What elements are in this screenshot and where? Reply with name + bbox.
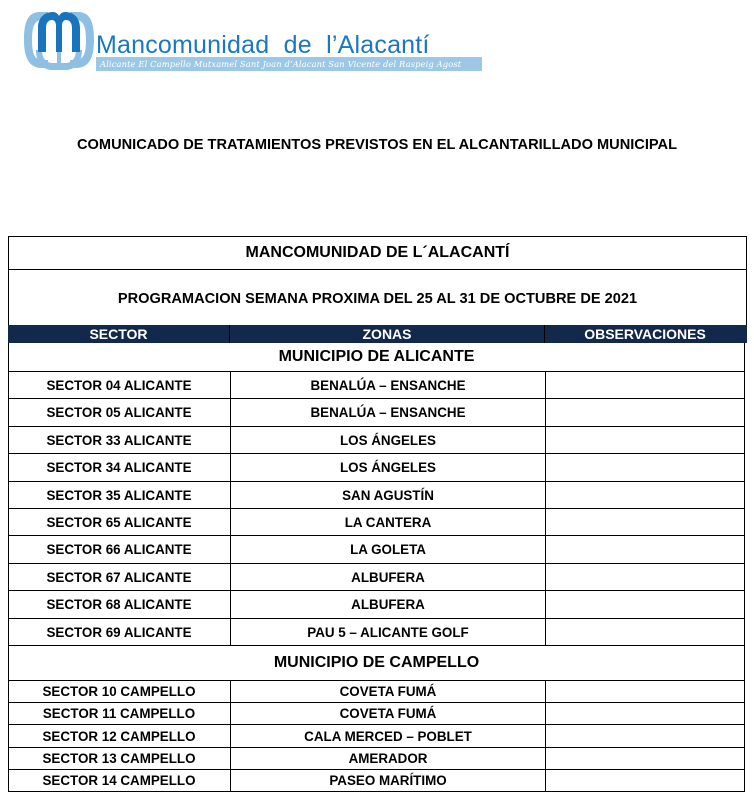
observaciones-cell xyxy=(545,681,744,702)
sector-cell: SECTOR 14 CAMPELLO xyxy=(42,773,196,788)
observaciones-cell xyxy=(545,725,744,747)
sector-cell: SECTOR 69 ALICANTE xyxy=(46,624,192,640)
sector-cell: SECTOR 35 ALICANTE xyxy=(46,487,192,503)
table-row xyxy=(8,591,745,619)
table-row xyxy=(8,427,745,454)
municipio-header xyxy=(8,343,745,372)
table-row xyxy=(8,536,745,564)
zona-cell: ALBUFERA xyxy=(230,591,545,618)
table-row xyxy=(8,681,745,703)
sector-cell: SECTOR 68 ALICANTE xyxy=(46,597,192,612)
sector-cell: SECTOR 12 CAMPELLO xyxy=(42,728,196,744)
zona-cell: AMERADOR xyxy=(230,748,545,769)
table-org-title: MANCOMUNIDAD DE L´ALACANTÍ xyxy=(8,236,747,270)
table-row xyxy=(8,454,745,482)
table-row xyxy=(8,619,745,646)
observaciones-cell xyxy=(545,399,744,426)
column-header-observaciones: OBSERVACIONES xyxy=(584,326,706,342)
table-row xyxy=(8,399,745,427)
municipio-label: MUNICIPIO DE ALICANTE xyxy=(278,348,475,365)
table-row xyxy=(8,372,745,399)
observaciones-cell xyxy=(545,591,744,618)
observaciones-cell xyxy=(545,564,744,590)
zona-cell: LA CANTERA xyxy=(230,509,545,535)
sector-cell: SECTOR 67 ALICANTE xyxy=(46,569,192,585)
logo-name: Mancomunidad de l’Alacantí xyxy=(96,31,430,59)
sector-cell: SECTOR 05 ALICANTE xyxy=(46,405,192,420)
sector-cell: SECTOR 33 ALICANTE xyxy=(46,432,192,448)
observaciones-cell xyxy=(545,509,744,535)
observaciones-cell xyxy=(545,703,744,724)
column-header-sector: SECTOR xyxy=(89,326,148,342)
table-row xyxy=(8,725,745,748)
table-period-title: PROGRAMACION SEMANA PROXIMA DEL 25 AL 31 DE OCTUBRE DE 2021 xyxy=(8,269,747,326)
zona-cell: ALBUFERA xyxy=(230,564,545,590)
observaciones-cell xyxy=(545,372,744,398)
sector-cell: SECTOR 65 ALICANTE xyxy=(46,514,192,530)
zona-cell: SAN AGUSTÍN xyxy=(230,482,545,508)
sector-cell: SECTOR 34 ALICANTE xyxy=(46,460,192,475)
zona-cell: CALA MERCED – POBLET xyxy=(230,725,545,747)
mancomunidad-emblem-icon xyxy=(22,6,96,72)
zona-cell: COVETA FUMÁ xyxy=(230,703,545,724)
table-row xyxy=(8,509,745,536)
table-row xyxy=(8,703,745,725)
zona-cell: COVETA FUMÁ xyxy=(230,681,545,702)
zona-cell: LA GOLETA xyxy=(230,536,545,563)
table-row xyxy=(8,770,745,792)
zona-cell: PAU 5 – ALICANTE GOLF xyxy=(230,619,545,645)
sector-cell: SECTOR 66 ALICANTE xyxy=(46,542,192,557)
zona-cell: PASEO MARÍTIMO xyxy=(230,770,545,791)
table-header-row xyxy=(8,325,747,343)
document-title: COMUNICADO DE TRATAMIENTOS PREVISTOS EN EL ALCANTARILLADO MUNICIPAL xyxy=(77,137,677,153)
column-header-zonas: ZONAS xyxy=(362,326,412,342)
sector-cell: SECTOR 10 CAMPELLO xyxy=(42,684,196,699)
observaciones-cell xyxy=(545,536,744,563)
logo-towns: Alicante El Campello Mutxamel Sant Joan d’Alacant San Vicente del Raspeig Agost xyxy=(100,59,462,69)
municipio-label: MUNICIPIO DE CAMPELLO xyxy=(273,654,480,671)
observaciones-cell xyxy=(545,619,744,645)
sector-cell: SECTOR 13 CAMPELLO xyxy=(42,751,196,766)
municipio-header xyxy=(8,646,745,681)
table-row xyxy=(8,748,745,770)
sector-cell: SECTOR 04 ALICANTE xyxy=(46,377,192,393)
zona-cell: LOS ÁNGELES xyxy=(230,427,545,453)
sector-cell: SECTOR 11 CAMPELLO xyxy=(42,706,196,721)
zona-cell: BENALÚA – ENSANCHE xyxy=(230,399,545,426)
observaciones-cell xyxy=(545,427,744,453)
table-row xyxy=(8,482,745,509)
observaciones-cell xyxy=(545,454,744,481)
observaciones-cell xyxy=(545,770,744,791)
observaciones-cell xyxy=(545,482,744,508)
mancomunidad-logo xyxy=(22,6,492,74)
table-row xyxy=(8,564,745,591)
zona-cell: BENALÚA – ENSANCHE xyxy=(230,372,545,398)
observaciones-cell xyxy=(545,748,744,769)
zona-cell: LOS ÁNGELES xyxy=(230,454,545,481)
